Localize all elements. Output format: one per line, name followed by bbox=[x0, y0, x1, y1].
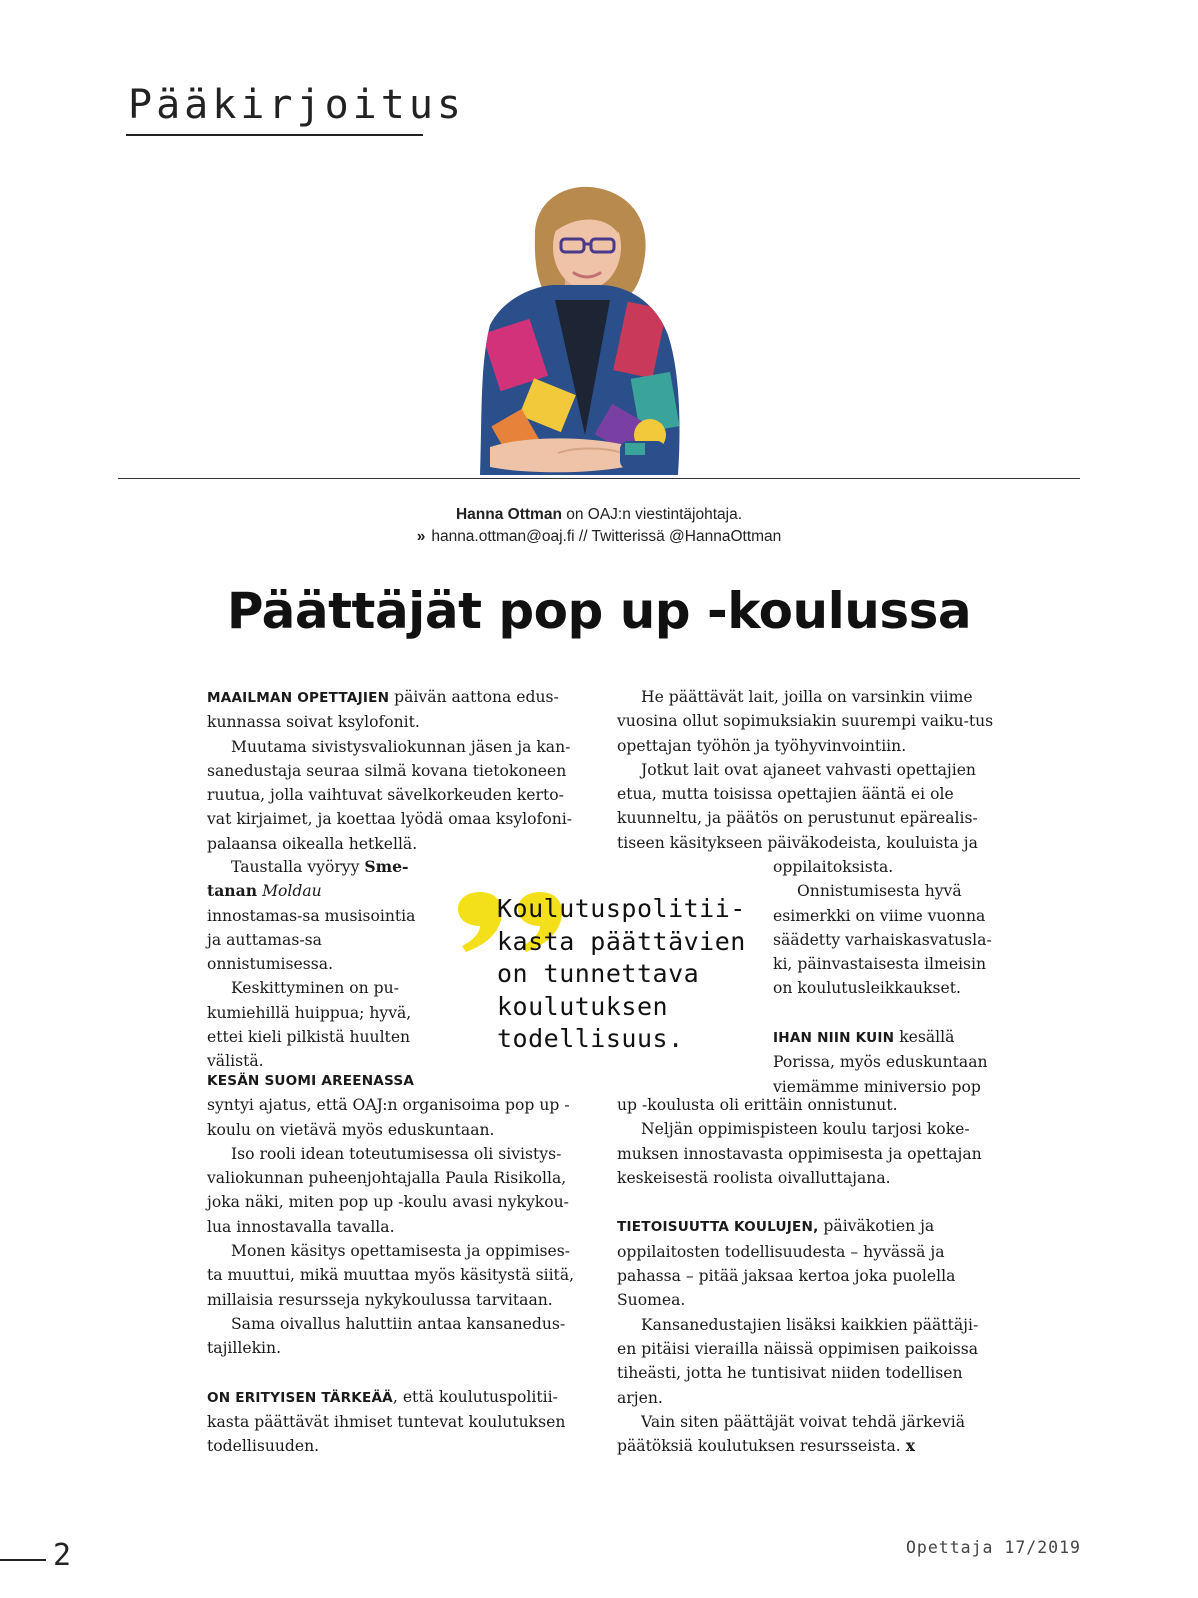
paragraph: Muutama sivistysvaliokunnan jäsen ja kan-sanedustaja seuraa silmä kovana tietokoneen ruutua, jolla vaihtuvat sävelkorkeuden kerto-vat kirjaimet, ja koettaa lyödä omaa ksylofoni-palaansa oikealla hetkellä. bbox=[207, 737, 573, 853]
lead-in: ON ERITYISEN TÄRKEÄÄ bbox=[207, 1389, 393, 1406]
author-role: on OAJ:n viestintäjohtaja. bbox=[561, 506, 742, 523]
author-byline bbox=[0, 504, 1198, 548]
author-info-line bbox=[0, 504, 1198, 526]
paragraph: Onnistumisesta hyvä esimerkki on viime vuonna säädetty varhaiskasvatusla-ki, päinvastaisesta ilmeisin on koulutusleikkaukset. bbox=[773, 882, 992, 998]
page-number: 2 bbox=[53, 1538, 72, 1573]
composer-name: Sme-tanan bbox=[207, 857, 409, 901]
left-column-narrow bbox=[207, 855, 419, 1074]
pull-quote: Koulutuspolitii- kasta päättävien on tunnettava koulutuksen todellisuus. bbox=[497, 894, 746, 1053]
quote-mark-left bbox=[458, 892, 502, 952]
paragraph: Jotkut lait ovat ajaneet vahvasti opettajien etua, mutta toisissa opettajien ääntä ei ole kuunneltu, ja päätös on perustunut epärealis-tiseen käsitykseen päiväkodeista, kouluista ja bbox=[617, 760, 978, 852]
paragraph: He päättävät lait, joilla on varsinkin viime vuosina ollut sopimuksiakin suurempi vaiku-tus opettajan työhön ja työhyvinvointiin. bbox=[617, 688, 994, 755]
author-contact: hanna.ottman@oaj.fi // Twitterissä @HannaOttman bbox=[431, 528, 782, 545]
paragraph: Taustalla vyöryy Sme-tanan Moldau innostamas-sa musisointia ja auttamas-sa onnistumisessa. bbox=[207, 857, 416, 974]
photo-divider bbox=[118, 478, 1080, 479]
left-column-top bbox=[207, 685, 583, 856]
author-portrait bbox=[450, 185, 705, 485]
right-column-top bbox=[617, 685, 994, 855]
paragraph: Iso rooli idean toteutumisessa oli sivistys-valiokunnan puheenjohtajalla Paula Risikolla, joka näki, miten pop up -koulu avasi nykykou-lua innostavalla tavalla. bbox=[207, 1144, 569, 1236]
lead-in: TIETOISUUTTA KOULUJEN, bbox=[617, 1219, 819, 1236]
magazine-issue: Opettaja 17/2019 bbox=[906, 1538, 1081, 1557]
folio-rule bbox=[0, 1559, 46, 1561]
paragraph: Keskittyminen on pu-kumiehillä huippua; hyvä, ettei kieli pilkistä huulten välistä. bbox=[207, 979, 412, 1071]
article-headline: Päättäjät pop up -koulussa bbox=[226, 582, 972, 640]
paragraph-continued: oppilaitoksista. bbox=[773, 858, 894, 876]
paragraph: IHAN NIIN KUIN kesällä Porissa, myös eduskuntaan viemämme miniversio pop bbox=[773, 1028, 988, 1096]
work-title: Moldau bbox=[262, 882, 322, 901]
paragraph: TIETOISUUTTA KOULUJEN, päiväkotien ja oppilaitosten todellisuudesta – hyvässä ja pahassa – pitää jaksaa kertoa joka puolella Suomea. bbox=[617, 1217, 956, 1310]
section-title: Pääkirjoitus bbox=[128, 82, 465, 128]
lead-in: KESÄN SUOMI AREENASSA bbox=[207, 1073, 415, 1089]
author-name: Hanna Ottman bbox=[455, 506, 562, 523]
paragraph: Neljän oppimispisteen koulu tarjosi koke-muksen innostavasta oppimisesta ja opettajan keskeisestä roolista oivalluttajana. bbox=[617, 1120, 982, 1187]
paragraph: Sama oivallus haluttiin antaa kansanedus-tajillekin. bbox=[207, 1314, 566, 1358]
paragraph: syntyi ajatus, että OAJ:n organisoima pop up -koulu on vietävä myös eduskuntaan. bbox=[207, 1096, 570, 1139]
right-column-narrow bbox=[773, 855, 995, 1099]
paragraph: MAAILMAN OPETTAJIEN päivän aattona edus-kunnassa soivat ksylofonit. bbox=[207, 688, 559, 732]
section-title-underline bbox=[126, 134, 423, 136]
paragraph: Kansanedustajien lisäksi kaikkien päättäji-en pitäisi vierailla näissä oppimisen paikoissa tiheästi, jotta he tuntisivat niiden todellisen arjen. bbox=[617, 1315, 979, 1407]
paragraph-continued: up -koulusta oli erittäin onnistunut. bbox=[617, 1096, 898, 1114]
paragraph: Vain siten päättäjät voivat tehdä järkeviä päätöksiä koulutuksen resursseista. x bbox=[617, 1412, 966, 1456]
lead-in: MAAILMAN OPETTAJIEN bbox=[207, 690, 390, 706]
paragraph: ON ERITYISEN TÄRKEÄÄ, että koulutuspolitii-kasta päättävät ihmiset tuntevat koulutuksen todellisuuden. bbox=[207, 1387, 566, 1456]
paragraph: Monen käsitys opettamisesta ja oppimises-ta muuttui, mikä muuttaa myös käsitystä siitä, millaisia resursseja nykykoulussa tarvitaan. bbox=[207, 1242, 575, 1309]
end-mark: x bbox=[905, 1436, 916, 1456]
lead-in: IHAN NIIN KUIN bbox=[773, 1030, 895, 1047]
right-column-bottom bbox=[617, 1093, 994, 1458]
left-column-bottom bbox=[207, 1069, 583, 1459]
contact-arrow-icon: » bbox=[416, 528, 426, 545]
author-contact-line bbox=[0, 526, 1198, 548]
